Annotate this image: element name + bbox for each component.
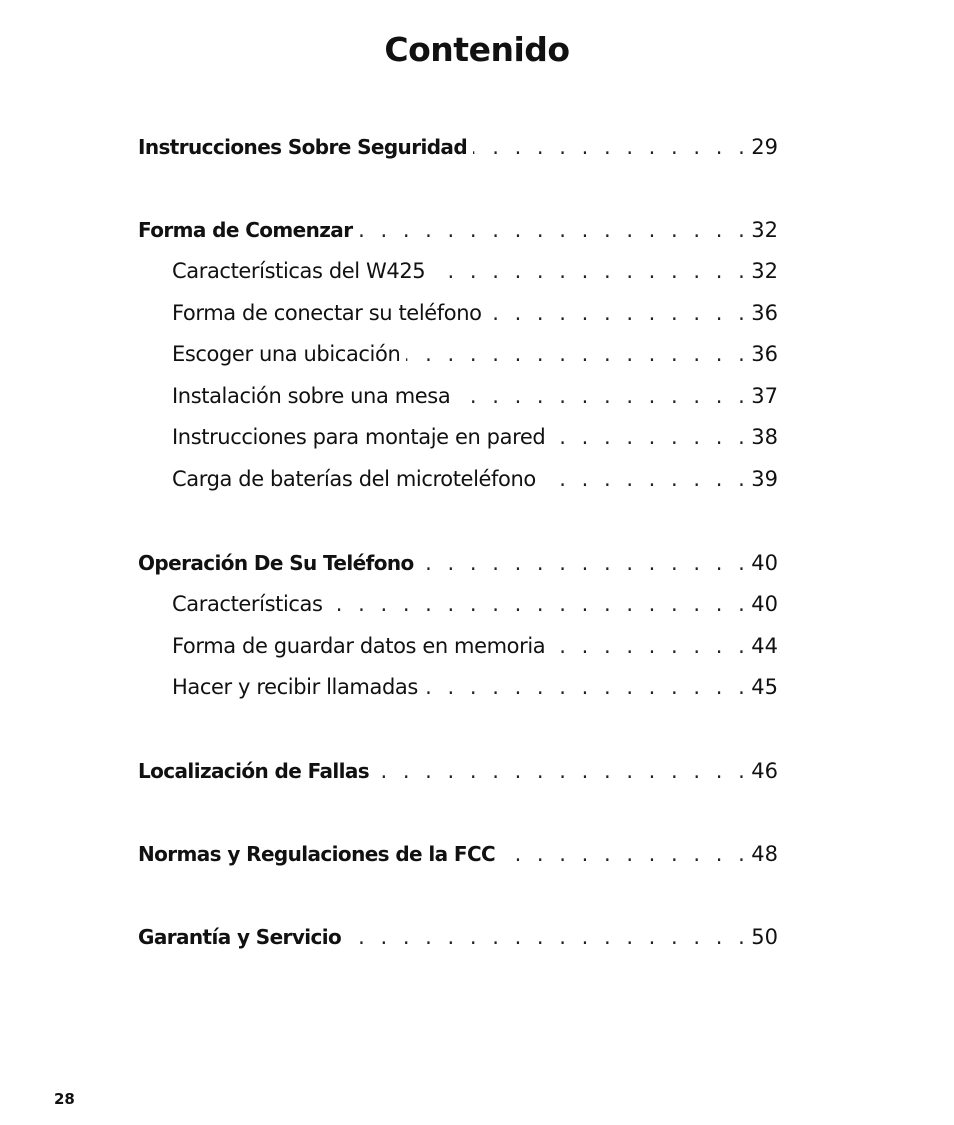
dot-leader xyxy=(488,301,750,325)
toc-page-number: 36 xyxy=(751,301,778,325)
toc-entry-label: Forma de conectar su teléfono xyxy=(172,301,482,325)
toc-page-number: 38 xyxy=(751,425,778,449)
toc-entry-fcc[interactable] xyxy=(138,842,778,872)
dot-leader xyxy=(501,842,749,866)
toc-entry-label: Hacer y recibir llamadas xyxy=(172,675,418,699)
toc-page-number: 37 xyxy=(751,384,778,408)
dot-leader xyxy=(375,759,749,783)
toc-entry-label: Instrucciones para montaje en pared xyxy=(172,425,546,449)
toc-page-number: 45 xyxy=(751,675,778,699)
dot-leader xyxy=(431,259,749,283)
dot-leader xyxy=(456,384,749,408)
dot-leader xyxy=(329,592,750,616)
toc-entry-label: Garantía y Servicio xyxy=(138,925,342,949)
toc-entry-fallas[interactable] xyxy=(138,759,778,789)
toc-entry-comenzar[interactable] xyxy=(138,218,778,248)
toc-page-number: 40 xyxy=(751,551,778,575)
toc-page-number: 32 xyxy=(751,259,778,283)
toc-page-number: 48 xyxy=(751,842,778,866)
toc-entry-label: Normas y Regulaciones de la FCC xyxy=(138,842,496,866)
dot-leader xyxy=(473,135,749,159)
toc-entry-baterias[interactable] xyxy=(172,467,778,497)
toc-page-number: 40 xyxy=(751,592,778,616)
toc-entry-conectar[interactable] xyxy=(172,301,778,331)
dot-leader xyxy=(551,425,749,449)
toc-entry-label: Características xyxy=(172,592,323,616)
toc-entry-mesa[interactable] xyxy=(172,384,778,414)
dot-leader xyxy=(424,675,749,699)
dot-leader xyxy=(358,218,749,242)
toc-entry-memoria[interactable] xyxy=(172,634,778,664)
toc-entry-label: Instrucciones Sobre Seguridad xyxy=(138,135,468,159)
page-number-footer: 28 xyxy=(54,1090,75,1108)
toc-entry-seguridad[interactable] xyxy=(138,135,778,165)
toc-entry-pared[interactable] xyxy=(172,425,778,455)
toc-page-number: 50 xyxy=(751,925,778,949)
toc-page-number: 29 xyxy=(751,135,778,159)
toc-page-number: 32 xyxy=(751,218,778,242)
dot-leader xyxy=(420,551,750,575)
dot-leader xyxy=(406,342,749,366)
dot-leader xyxy=(347,925,749,949)
toc-entry-label: Escoger una ubicación xyxy=(172,342,401,366)
toc-entry-caracteristicas[interactable] xyxy=(172,592,778,622)
toc-entry-llamadas[interactable] xyxy=(172,675,778,705)
toc-page-number: 46 xyxy=(751,759,778,783)
toc-entry-label: Instalación sobre una mesa xyxy=(172,384,451,408)
dot-leader xyxy=(542,467,749,491)
toc-entry-label: Características del W425 xyxy=(172,259,426,283)
toc-entry-label: Forma de guardar datos en memoria xyxy=(172,634,546,658)
toc-entry-label: Operación De Su Teléfono xyxy=(138,551,414,575)
dot-leader xyxy=(551,634,749,658)
toc-entry-operacion[interactable] xyxy=(138,551,778,581)
toc-entry-label: Forma de Comenzar xyxy=(138,218,353,242)
toc-entry-garantia[interactable] xyxy=(138,925,778,955)
toc-entry-label: Localización de Fallas xyxy=(138,759,370,783)
toc-page-number: 44 xyxy=(751,634,778,658)
toc-entry-ubicacion[interactable] xyxy=(172,342,778,372)
toc-page-number: 36 xyxy=(751,342,778,366)
toc-page-number: 39 xyxy=(751,467,778,491)
toc-entry-label: Carga de baterías del microteléfono xyxy=(172,467,536,491)
toc-entry-caracteristicas-w425[interactable] xyxy=(172,259,778,289)
page-title: Contenido xyxy=(384,30,570,69)
